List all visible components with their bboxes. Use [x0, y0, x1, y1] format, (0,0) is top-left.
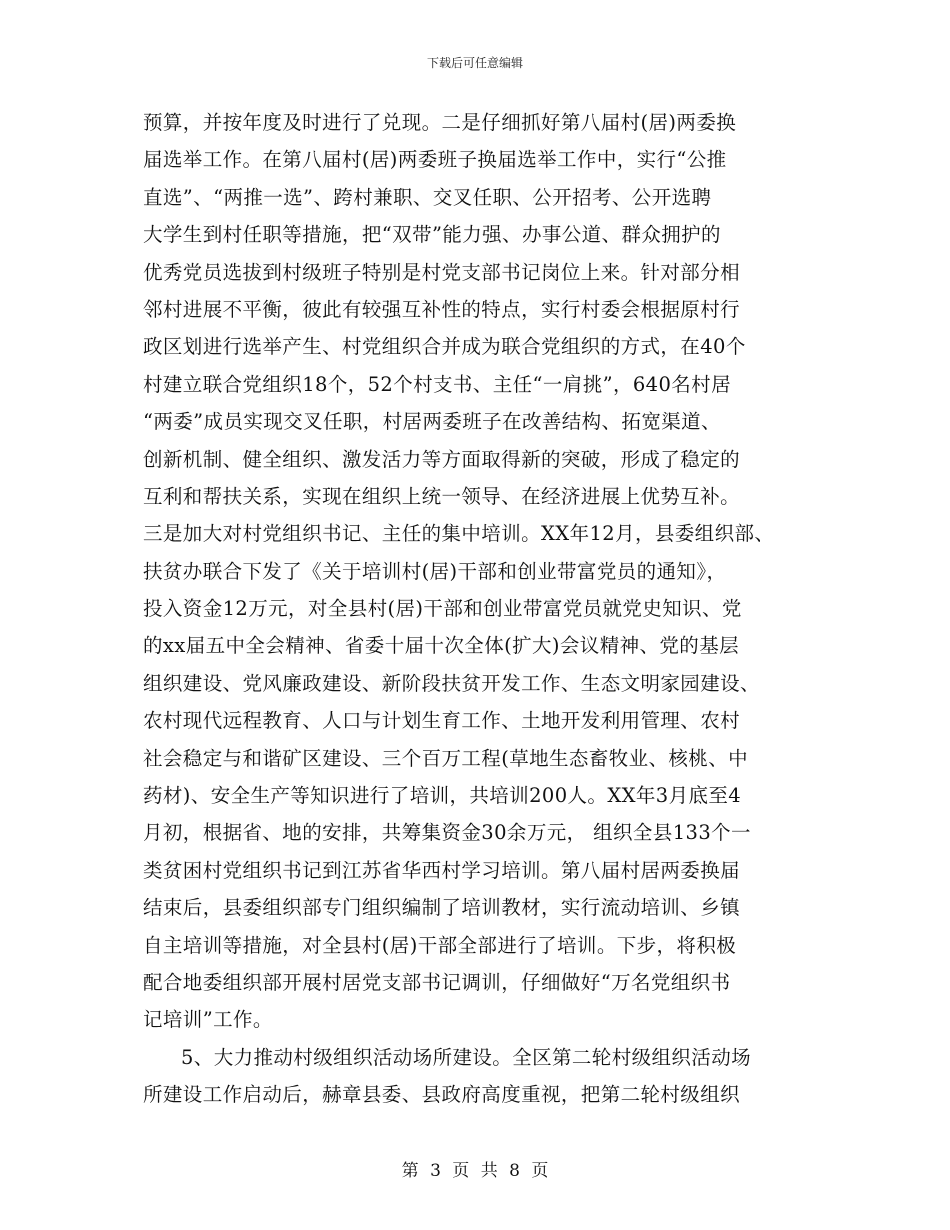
text-line: 预算，并按年度及时进行了兑现。二是仔细抓好第八届村(居)两委换 [143, 111, 737, 134]
document-body [143, 104, 843, 1114]
text-line: 邻村进展不平衡，彼此有较强互补性的特点，实行村委会根据原村行 [143, 297, 741, 321]
text-line: 所建设工作启动后，赫章县委、县政府高度重视，把第二轮村级组织 [143, 1083, 741, 1107]
text-line: 创新机制、健全组织、激发活力等方面取得新的突破，形成了稳定的 [143, 447, 741, 471]
text-line: 投入资金12万元，对全县村(居)干部和创业带富党员就党史知识、党 [143, 597, 742, 621]
text-line: 类贫困村党组织书记到江苏省华西村学习培训。第八届村居两委换届 [143, 858, 741, 882]
text-line: 直选”、“两推一选”、跨村兼职、交叉任职、公开招考、公开选聘 [143, 185, 712, 209]
text-line: 组织建设、党风廉政建设、新阶段扶贫开发工作、生态文明家园建设、 [143, 671, 760, 695]
text-line: 药材)、安全生产等知识进行了培训，共培训200人。XX年3月底至4 [143, 784, 742, 808]
text-line: 政区划进行选举产生、村党组织合并成为联合党组织的方式，在40个 [143, 335, 746, 359]
text-line: 配合地委组织部开展村居党支部书记调训，仔细做好“万名党组织书 [143, 970, 731, 994]
text-line: 结束后，县委组织部专门组织编制了培训教材，实行流动培训、乡镇 [143, 896, 741, 920]
page-header: 下载后可任意编辑 [426, 56, 523, 70]
text-line: 三是加大对村党组织书记、主任的集中培训。XX年12月，县委组织部、 [143, 522, 775, 546]
text-line: 扶贫办联合下发了《关于培训村(居)干部和创业带富党员的通知》， [143, 559, 727, 583]
paragraph-start-line: 5、大力推动村级组织活动场所建设。全区第二轮村级组织活动场 [181, 1045, 752, 1069]
text-line: 农村现代远程教育、人口与计划生育工作、土地开发利用管理、农村 [143, 709, 741, 733]
text-line: 记培训”工作。 [143, 1008, 273, 1032]
text-line: 月初，根据省、地的安排，共筹集资金30余万元， 组织全县133个一 [143, 821, 751, 845]
text-line: 届选举工作。在第八届村(居)两委班子换届选举工作中，实行“公推 [143, 148, 727, 172]
text-line: 社会稳定与和谐矿区建设、三个百万工程(草地生态畜牧业、核桃、中 [143, 746, 749, 770]
text-line: 优秀党员选拔到村级班子特别是村党支部书记岗位上来。针对部分相 [143, 260, 741, 284]
text-line: 村建立联合党组织18个，52个村支书、主任“一肩挑”，640名村居 [143, 372, 731, 396]
text-line: 的xx届五中全会精神、省委十届十次全体(扩大)会议精神、党的基层 [143, 634, 740, 658]
text-line: 大学生到村任职等措施，把“双带”能力强、办事公道、群众拥护的 [143, 223, 721, 247]
text-line: 自主培训等措施，对全县村(居)干部全部进行了培训。下步，将积极 [143, 933, 737, 957]
text-line: 互利和帮扶关系，实现在组织上统一领导、在经济进展上优势互补。 [143, 484, 741, 508]
text-line: “两委”成员实现交叉任职，村居两委班子在改善结构、拓宽渠道、 [143, 410, 721, 434]
page-number: 第 3 页 共 8 页 [401, 1161, 549, 1181]
